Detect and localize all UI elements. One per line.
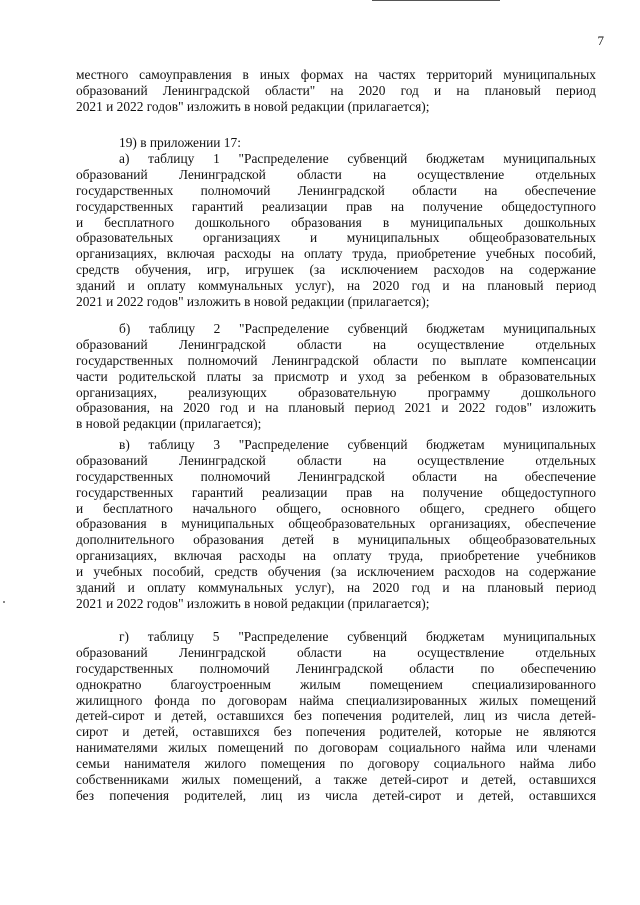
text-line: и учебных пособий, средств обучения (за исключением расходов на содержание	[76, 564, 596, 580]
text-line: средств обучения, игр, игрушек (за исключением расходов на содержание	[76, 262, 596, 278]
text-line: образований Ленинградской области на осуществление отдельных	[76, 644, 596, 660]
top-rule	[372, 0, 500, 1]
text-line: дополнительного образования детей в муниципальных общеобразовательных	[76, 532, 596, 548]
page-number: 7	[597, 33, 604, 48]
text-line: собственниками жилых помещений, а также детей-сирот и детей, оставшихся	[76, 772, 596, 788]
text-line: образований Ленинградской области на осуществление отдельных	[76, 336, 596, 352]
text-line: в новой редакции (прилагается);	[76, 416, 262, 432]
text-line: государственных гарантий реализации прав на получение общедоступного	[76, 198, 596, 214]
text-line: организациях, реализующих образовательную программу дошкольного	[76, 384, 596, 400]
text-line: семьи нанимателя жилого помещения по договору социального найма либо	[76, 756, 596, 772]
text-line: образования в муниципальных общеобразовательных организациях, обеспечение	[76, 516, 596, 532]
text-line: сирот и детей, оставшихся без попечения родителей, которые не являются	[76, 724, 596, 740]
text-line: и бесплатного дошкольного образования в муниципальных дошкольных	[76, 214, 596, 230]
text-line: жилищного фонда по договорам найма специализированных жилых помещений	[76, 692, 596, 708]
text-line: образований Ленинградской области на осуществление отдельных	[76, 166, 596, 182]
text-line: детей-сирот и детей, оставшихся без попечения родителей, лиц из числа детей-	[76, 708, 596, 724]
text-line: б) таблицу 2 "Распределение субвенций бюджетам муниципальных	[119, 321, 596, 336]
text-line: 2021 и 2022 годов" изложить в новой редакции (прилагается);	[76, 294, 430, 310]
text-line: организациях, включая расходы на оплату труда, приобретение учебников	[76, 548, 596, 564]
text-line: нанимателями жилых помещений по договорам социального найма или членами	[76, 740, 596, 756]
text-line: образования, на 2020 год и на плановый период 2021 и 2022 годов" изложить	[76, 400, 596, 416]
text-line: зданий и оплату коммунальных услуг), на 2020 год и на плановый период	[76, 278, 596, 294]
text-line: государственных полномочий Ленинградской области на обеспечение	[76, 182, 596, 198]
text-line: государственных полномочий Ленинградской области по обеспечению	[76, 660, 596, 676]
text-line: а) таблицу 1 "Распределение субвенций бюджетам муниципальных	[119, 151, 596, 166]
text-line: государственных полномочий Ленинградской области по выплате компенсации	[76, 352, 596, 368]
paragraph-item-a	[76, 151, 596, 310]
text-line: 19) в приложении 17:	[119, 135, 241, 150]
paragraph-item-v	[76, 437, 596, 612]
paragraph-item-19	[76, 135, 596, 151]
paragraph-continuation	[76, 67, 596, 115]
text-line: однократно благоустроенным жилым помещением специализированного	[76, 676, 596, 692]
text-line: 2021 и 2022 годов" изложить в новой редакции (прилагается);	[76, 595, 430, 611]
paragraph-item-b	[76, 321, 596, 432]
paragraph-item-g	[76, 629, 596, 804]
text-line: зданий и оплату коммунальных услуг), на 2020 год и на плановый период	[76, 580, 596, 596]
text-line: г) таблицу 5 "Распределение субвенций бюджетам муниципальных	[119, 629, 596, 644]
text-line: части родительской платы за присмотр и уход за ребенком в образовательных	[76, 368, 596, 384]
text-line: 2021 и 2022 годов" изложить в новой редакции (прилагается);	[76, 98, 430, 114]
text-line: образовательных организациях и муниципальных общеобразовательных	[76, 230, 596, 246]
text-line: образований Ленинградской области на осуществление отдельных	[76, 452, 596, 468]
text-line: государственных гарантий реализации прав на получение общедоступного	[76, 484, 596, 500]
text-line: без попечения родителей, лиц из числа детей-сирот и детей, оставшихся	[76, 787, 596, 803]
text-line: местного самоуправления в иных формах на частях территорий муниципальных	[76, 67, 596, 82]
text-line: и бесплатного начального общего, основного общего, среднего общего	[76, 500, 596, 516]
text-line: образований Ленинградской области" на 2020 год и на плановый период	[76, 82, 596, 98]
scan-speck	[3, 601, 5, 603]
text-line: государственных полномочий Ленинградской области на обеспечение	[76, 468, 596, 484]
text-line: организациях, включая расходы на оплату труда, приобретение учебных пособий,	[76, 246, 596, 262]
text-line: в) таблицу 3 "Распределение субвенций бюджетам муниципальных	[119, 437, 596, 452]
